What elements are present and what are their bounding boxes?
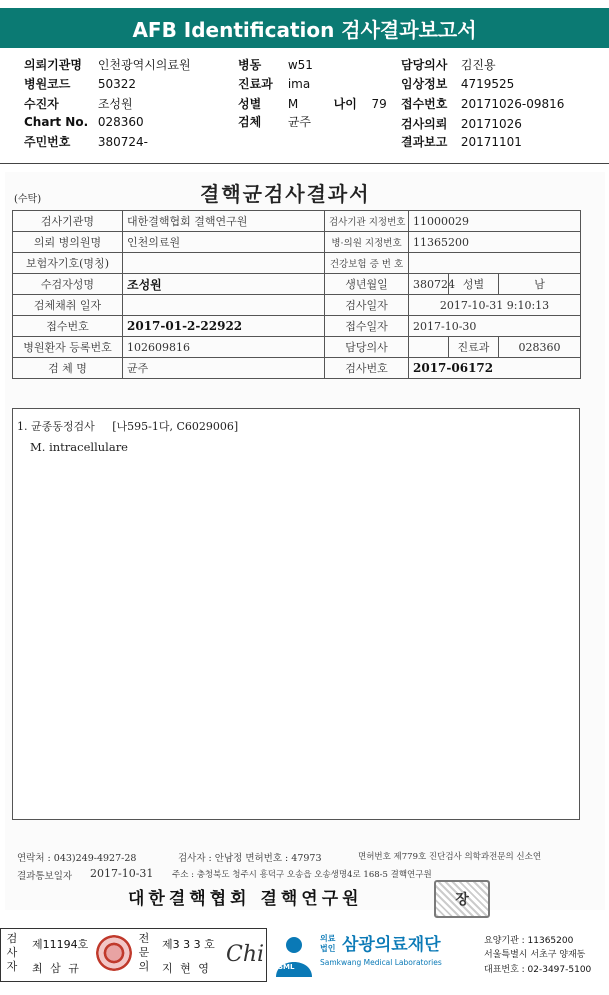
info-field: 검사의뢰 20171026 xyxy=(401,117,522,131)
age-value: 79 xyxy=(371,97,387,111)
care-institution: 요양기관 : 11365200 xyxy=(484,936,574,946)
sheet-title: 결핵균검사결과서 xyxy=(200,182,371,206)
table-row: 검 체 명 균주 검사번호 2017-06172 xyxy=(13,358,581,379)
info-field: 병동 w51 xyxy=(238,58,313,72)
table-row: 접수번호 2017-01-2-22922 접수일자 2017-10-30 xyxy=(13,316,581,337)
footer-organization: 대한결핵협회 결핵연구원 xyxy=(128,889,363,909)
logo-abbr: SML xyxy=(278,963,295,971)
specialist-label: 전문의 xyxy=(138,932,150,973)
specialist-number: 제3 3 3 호 xyxy=(162,938,215,951)
seal-stamp xyxy=(434,880,490,918)
footer-address: 주소 : 충청북도 청주시 흥덕구 오송읍 오송생명4로 168-5 결핵연구원 xyxy=(172,870,432,880)
report-banner xyxy=(0,8,609,48)
table-row: 수검자성명 조성원 생년월일 380724 성별 남 xyxy=(13,274,581,295)
tester-label: 검사자 xyxy=(6,932,18,973)
sheet-corner-label: (수탁) xyxy=(14,194,42,205)
info-field: 검체 균주 xyxy=(238,115,312,129)
footer-license: 면허번호 제779호 진단검사 의학과전문의 신소연 xyxy=(358,852,542,862)
logo-name: 삼광의료재단 xyxy=(342,935,441,955)
divider xyxy=(0,163,609,164)
info-field: 임상정보 4719525 xyxy=(401,77,515,91)
info-field: 담당의사 김진용 xyxy=(401,58,496,72)
table-row: 의뢰 병의원명 인천의료원 병·의원 지정번호 11365200 xyxy=(13,232,581,253)
info-field: 주민번호 380724- xyxy=(24,135,148,149)
report-title: AFB Identification 검사결과보고서 xyxy=(132,17,477,42)
logo-corp-label: 의료 법인 xyxy=(320,934,336,953)
footer-notice-label: 결과통보일자 xyxy=(17,871,73,882)
age-label: 나이 xyxy=(333,97,357,111)
info-field: 병원코드 50322 xyxy=(24,77,137,91)
footer-tester: 검사자 : 안남정 면허번호 : 47973 xyxy=(178,853,322,864)
result-organism: M. intracellulare xyxy=(30,440,128,454)
specialist-name: 지 현 영 xyxy=(162,962,211,975)
sml-logo-icon xyxy=(272,935,316,977)
info-field: 의뢰기관명 인천광역시의료원 xyxy=(24,58,191,72)
result-test-line: 1. 균종동정검사 [나595-1다, C6029006] xyxy=(17,420,239,433)
table-row: 검사기관명 대한결핵협회 결핵연구원 검사기관 지정번호 11000029 xyxy=(13,211,581,232)
footer-notice-date: 2017-10-31 xyxy=(90,867,154,880)
footer-contact: 연락처 : 043)249-4927-28 xyxy=(17,853,137,864)
table-row: 병원환자 등록번호 102609816 담당의사 진료과 028360 xyxy=(13,337,581,358)
result-table xyxy=(12,210,581,379)
tester-stamp xyxy=(96,935,132,971)
logo-english: Samkwang Medical Laboratories xyxy=(320,958,442,967)
seal-text: 장 xyxy=(455,892,469,908)
lab-phone: 대표번호 : 02-3497-5100 xyxy=(484,965,592,975)
table-row: 검체채취 일자 검사일자 2017-10-31 9:10:13 xyxy=(13,295,581,316)
info-field: 접수번호 20171026-09816 xyxy=(401,97,565,111)
result-area xyxy=(12,408,580,820)
info-field: 진료과 ima xyxy=(238,77,311,91)
info-field: Chart No. 028360 xyxy=(24,115,144,129)
tester-number: 제11194호 xyxy=(32,938,89,951)
lab-address: 서울특별시 서초구 양재동 xyxy=(484,950,586,960)
tester-name: 최 삼 규 xyxy=(32,962,81,975)
table-row: 보험자기호(명칭) 건강보험 증 번 호 xyxy=(13,253,581,274)
info-field: 수진자 조성원 xyxy=(24,97,133,111)
specialist-signature: Chi xyxy=(226,942,265,967)
info-field: 성별 M 나이 79 xyxy=(238,97,387,111)
info-field: 결과보고 20171101 xyxy=(401,135,522,149)
